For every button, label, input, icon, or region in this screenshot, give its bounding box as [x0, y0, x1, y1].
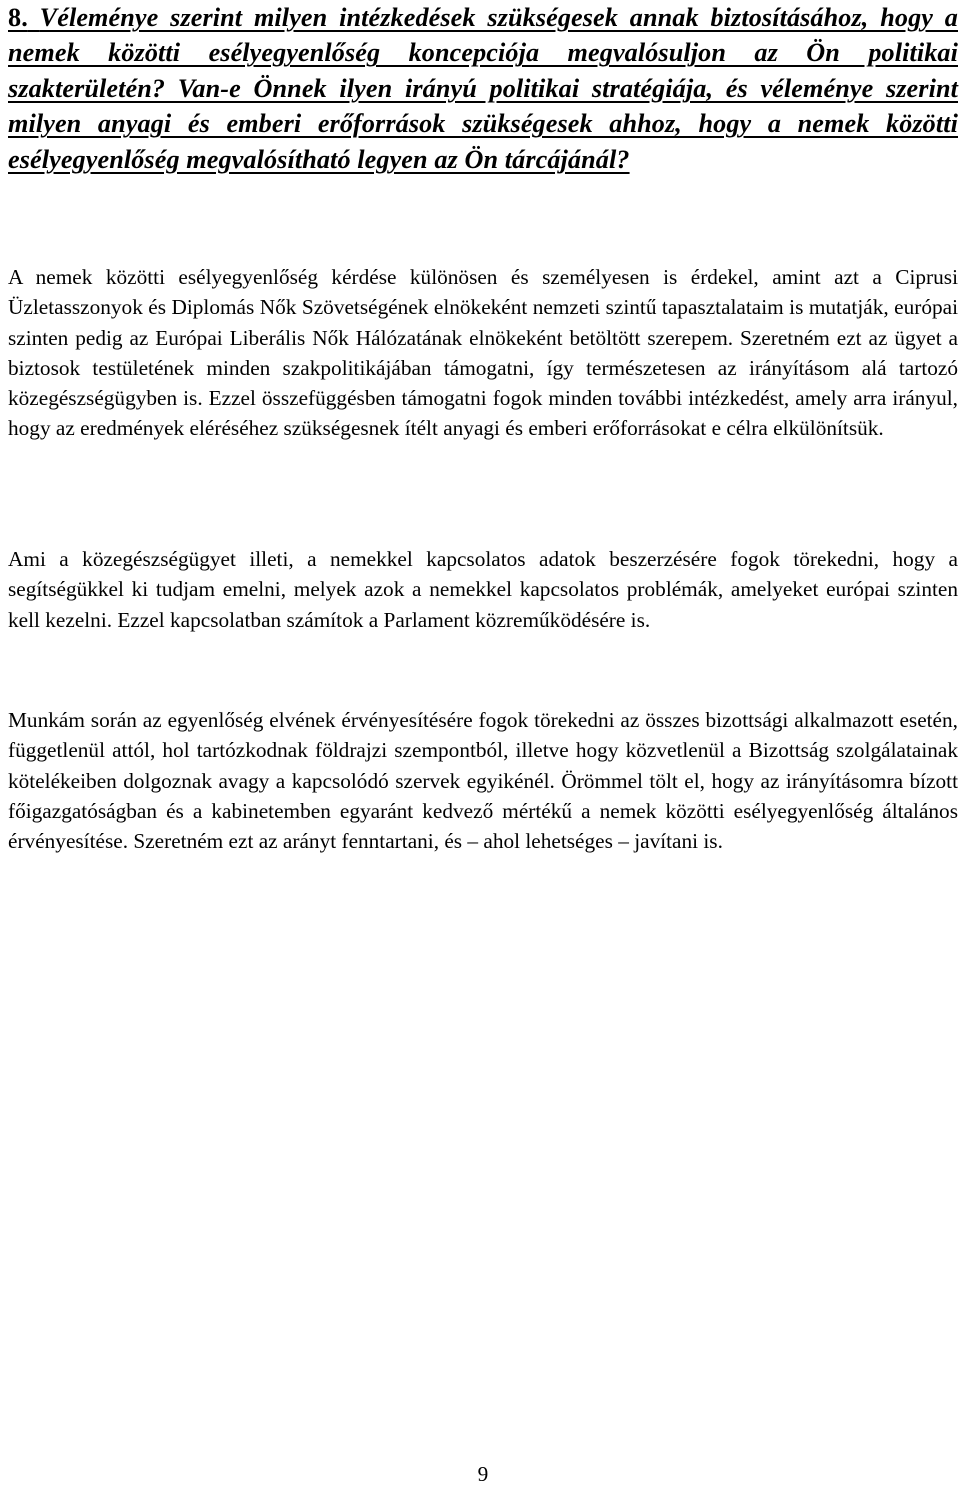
answer-paragraph-1: A nemek közötti esélyegyenlőség kérdése különösen és személyesen is érdekel, amint azt a Ciprusi Üzletasszonyok és Diplomás Nők Szövetségének elnökeként nemzeti szintű tapasztalataim is mutatják, európai szinten pedig az Európai Liberális Nők Hálózatának elnökeként betöltött szerepem. Szeretném ezt az ügyet a biztosok testületének minden szakpolitikájában támogatni, így természetesen az irányításom alá tartozó közegészségügyben is. Ezzel összefüggésben támogatni fogok minden további intézkedést, amely arra irányul, hogy az eredmények eléréséhez szükségesnek ítélt anyagi és emberi erőforrásokat e célra elkülönítsük. [8, 265, 958, 441]
document-page [8, 0, 958, 1494]
answer-paragraph-3: Munkám során az egyenlőség elvének érvényesítésére fogok törekedni az összes bizottsági alkalmazott esetén, függetlenül attól, hol tartózkodnak földrajzi szempontból, illetve hogy közvetlenül a Bizottság szolgálatainak kötelékeiben dolgoznak avagy a kapcsolódó szervek egyikénél. Örömmel tölt el, hogy az irányításomra bízott főigazgatóságban és a kabinetemben egyaránt kedvező mértékű a nemek közötti esélyegyenlőség általános érvényesítése. Szeretném ezt az arányt fenntartani, és – ahol lehetséges – javítani is. [8, 708, 958, 854]
question-text: Véleménye szerint milyen intézkedések szükségesek annak biztosításához, hogy a nemek közötti esélyegyenlőség koncepciója megvalósuljon az Ön politikai szakterületén? Van-e Önnek ilyen irányú politikai stratégiája, és véleménye szerint milyen anyagi és emberi erőforrások szükségesek ahhoz, hogy a nemek közötti esélyegyenlőség megvalósítható legyen az Ön tárcájánál? [8, 3, 958, 174]
question-number: 8. [8, 3, 28, 32]
answer-paragraph-2: Ami a közegészségügyet illeti, a nemekkel kapcsolatos adatok beszerzésére fogok törekedni, hogy a segítségükkel ki tudjam emelni, melyek azok a nemekkel kapcsolatos problémák, amelyeket európai szinten kell kezelni. Ezzel kapcsolatban számítok a Parlament közreműködésére is. [8, 547, 958, 632]
question-heading [8, 0, 958, 177]
page-number: 9 [477, 1462, 489, 1486]
